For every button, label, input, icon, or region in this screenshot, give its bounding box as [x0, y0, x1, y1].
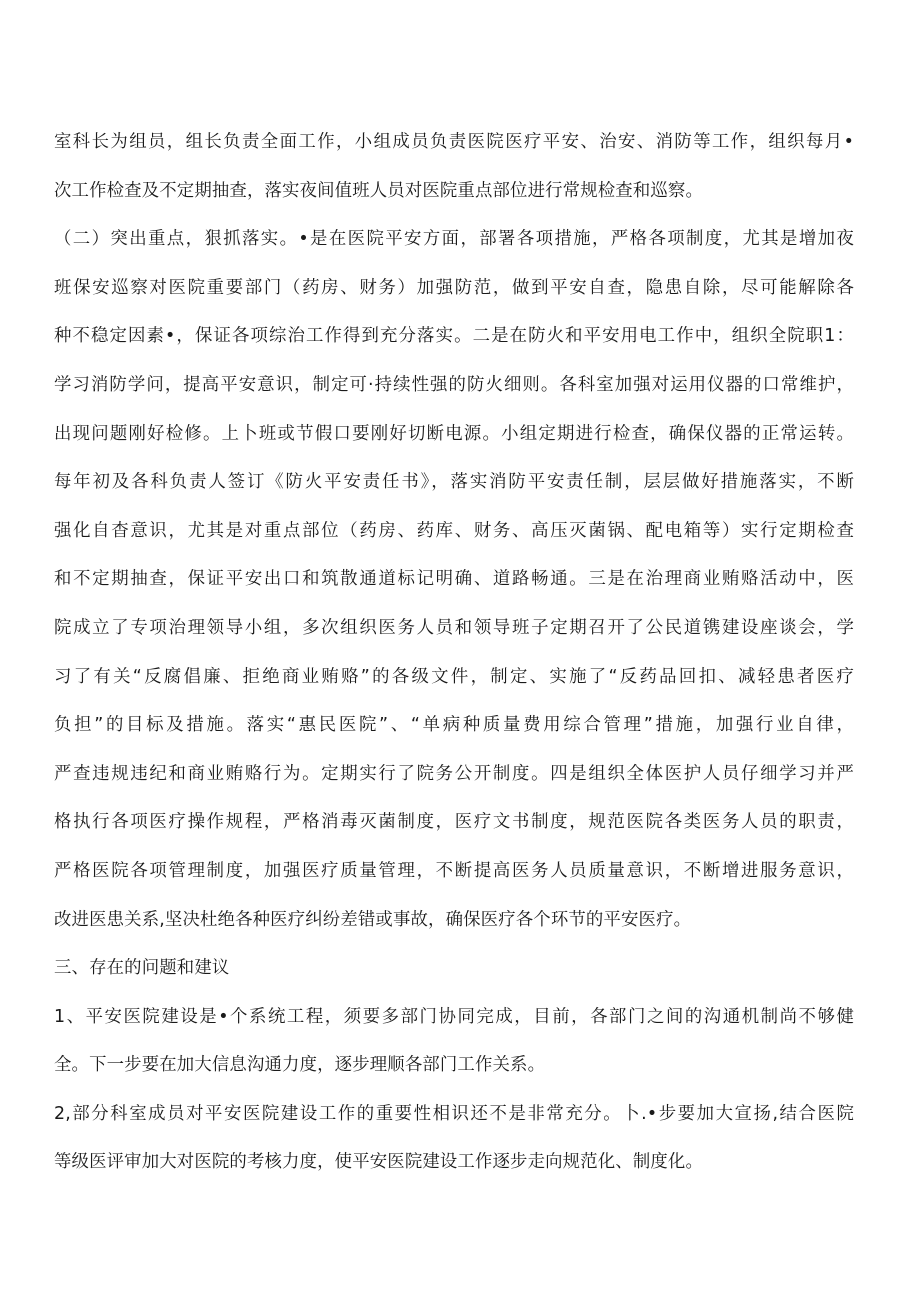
- text-line: 室科长为组员，组长负责全面工作，小组成员负责医院医疗平安、治安、消防等工作，组织每月•: [54, 132, 854, 152]
- text-line: 次工作检查及不定期抽查，落实夜间值班人员对医院重点部位进行常规检查和巡察。: [54, 180, 704, 201]
- text-line: 格执行各项医疗操作规程，严格消毒灭菌制度，医疗文书制度，规范医院各类医务人员的职责，: [54, 812, 854, 833]
- text-line: 习了有关“反腐倡廉、拒绝商业贿赂”的各级文件，制定、实施了“反药品回扣、减轻患者医疗: [54, 666, 854, 687]
- text-line: 严格医院各项管理制度，加强医疗质量管理，不断提高医务人员质量意识，不断增进服务意识，: [54, 860, 854, 881]
- text-line: 每年初及各科负责人签订《防火平安责任书》，落实消防平安责任制，层层做好措施落实，不断: [54, 472, 854, 493]
- section-heading: 三、存在的问题和建议: [54, 958, 230, 979]
- text-line: 改进医患关系,坚决杜绝各种医疗纠纷差错或事故，确保医疗各个环节的平安医疗。: [54, 909, 692, 930]
- text-line: 1、平安医院建设是•个系统工程，须要多部门协同完成，目前，各部门之间的沟通机制尚不够健: [54, 1006, 854, 1027]
- text-line: 严查违规违纪和商业贿赂行为。定期实行了院务公开制度。四是组织全体医护人员仔细学习并严: [54, 763, 854, 784]
- text-line: 2,部分科室成员对平安医院建设工作的重要性相识还不是非常充分。卜.•步要加大宣扬,结合医院: [54, 1103, 854, 1124]
- text-line: 负担”的目标及措施。落实“惠民医院”、“单病种质量费用综合管理”措施，加强行业自律，: [54, 715, 854, 736]
- text-line: 和不定期抽查，保证平安出口和筑散通道标记明确、道路畅通。三是在治理商业贿赂活动中，医: [54, 569, 854, 590]
- text-line: 院成立了专项治理领导小组，多次组织医务人员和领导班子定期召开了公民道镌建设座谈会，学: [54, 617, 854, 638]
- text-line: 学习消防学问，提高平安意识，制定可·持续性强的防火细则。各科室加强对运用仪器的口常维护，: [54, 374, 854, 395]
- document-page: [54, 118, 854, 1187]
- text-line: 班保安巡察对医院重要部门（药房、财务）加强防范，做到平安自查，隐患自除，尽可能解除各: [54, 277, 854, 298]
- text-line: 等级医评审加大对医院的考核力度，使平安医院建设工作逐步走向规范化、制度化。: [54, 1152, 704, 1173]
- text-line: 全。下一步要在加大信息沟通力度，逐步理顺各部门工作关系。: [54, 1055, 546, 1076]
- text-line: （二）突出重点，狠抓落实。•是在医院平安方面，部署各项措施，严格各项制度，尤其是增加夜: [54, 229, 854, 250]
- text-line: 种不稳定因素•，保证各项综治工作得到充分落实。二是在防火和平安用电工作中，组织全院职1：: [54, 326, 854, 347]
- text-line: 强化自杳意识，尤其是对重点部位（药房、药库、财务、高压灭菌锅、配电箱等）实行定期检查: [54, 520, 854, 541]
- text-line: 出现问题刚好检修。上卜班或节假口要刚好切断电源。小组定期进行检查，确保仪器的正常运转。: [54, 423, 854, 444]
